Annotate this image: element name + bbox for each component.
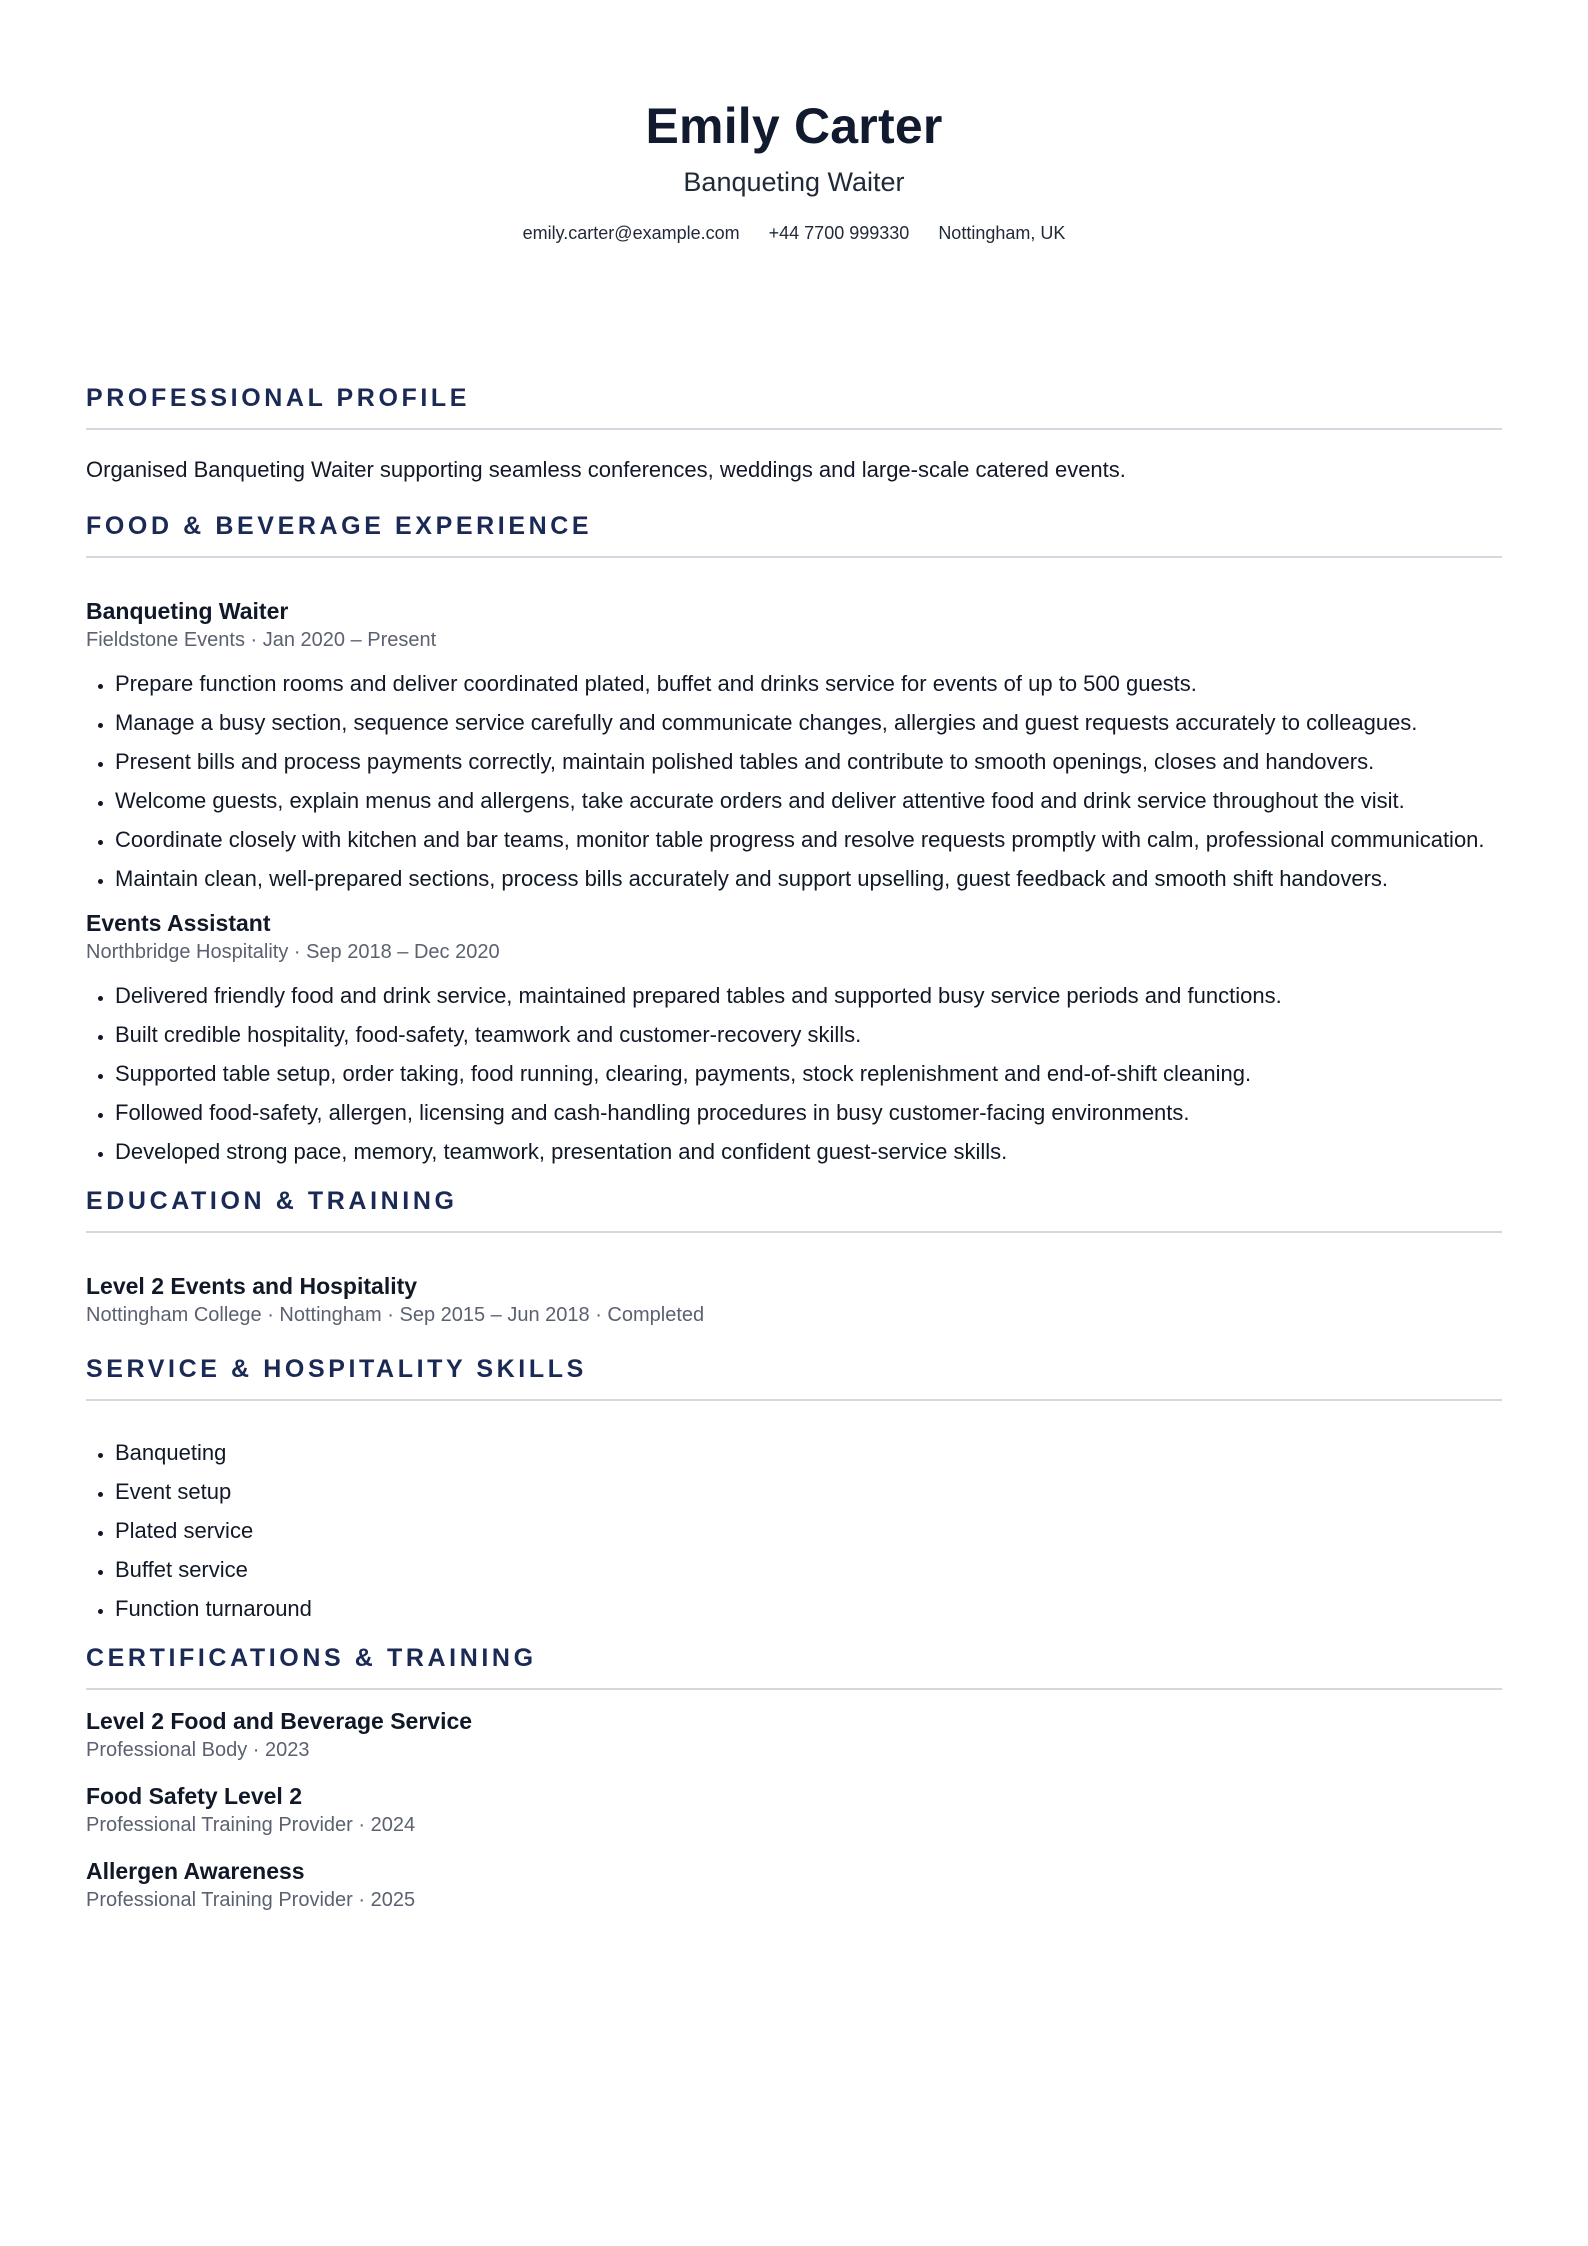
job-bullet: • Followed food-safety, allergen, licensing and cash-handling procedures in busy customer-facing environments. [115, 1097, 1502, 1128]
job-bullet: • Maintain clean, well-prepared sections, process bills accurately and support upselling, guest feedback and smooth shift handovers. [115, 863, 1502, 894]
job-entry [86, 596, 1502, 894]
skill-item: • Banqueting [115, 1437, 1502, 1468]
profile-section [86, 382, 1502, 486]
education-entry [86, 1271, 1502, 1329]
education-title: Level 2 Events and Hospitality [86, 1273, 418, 1299]
certifications-heading: CERTIFICATIONS & TRAINING [86, 1642, 1502, 1690]
contact-email[interactable]: emily.carter@example.com [522, 223, 740, 243]
job-bullet: • Built credible hospitality, food-safety, teamwork and customer-recovery skills. [115, 1019, 1502, 1050]
certifications-section [86, 1642, 1502, 1914]
certification-entry [86, 1856, 1502, 1914]
skill-item: • Plated service [115, 1515, 1502, 1546]
job-title: Banqueting Waiter [86, 598, 289, 624]
certification-meta: Professional Body · 2023 [86, 1739, 310, 1761]
education-meta: Nottingham College · Nottingham · Sep 2015 – Jun 2018 · Completed [86, 1304, 705, 1326]
certification-meta: Professional Training Provider · 2024 [86, 1814, 416, 1836]
contact-location: Nottingham, UK [938, 223, 1066, 243]
job-meta: Fieldstone Events · Jan 2020 – Present [86, 629, 437, 651]
experience-heading: FOOD & BEVERAGE EXPERIENCE [86, 510, 1502, 558]
certification-title: Food Safety Level 2 [86, 1783, 303, 1809]
skill-item: • Buffet service [115, 1554, 1502, 1585]
job-bullet: • Welcome guests, explain menus and allergens, take accurate orders and deliver attentive food and drink service throughout the visit. [115, 785, 1502, 816]
skills-heading: SERVICE & HOSPITALITY SKILLS [86, 1353, 1502, 1401]
certification-title: Allergen Awareness [86, 1858, 305, 1884]
job-bullet: • Developed strong pace, memory, teamwork, presentation and confident guest-service skills. [115, 1136, 1502, 1167]
job-entry [86, 908, 1502, 1167]
certification-title: Level 2 Food and Beverage Service [86, 1708, 473, 1734]
candidate-name: Emily Carter [645, 98, 943, 154]
skills-section [86, 1353, 1502, 1624]
job-bullet: • Prepare function rooms and deliver coordinated plated, buffet and drinks service for events of up to 500 guests. [115, 668, 1502, 699]
certification-entry [86, 1706, 1502, 1764]
resume-header [86, 0, 1502, 246]
skill-item: • Event setup [115, 1476, 1502, 1507]
job-bullet: • Manage a busy section, sequence service carefully and communicate changes, allergies and guest requests accurately to colleagues. [115, 707, 1502, 738]
profile-heading: PROFESSIONAL PROFILE [86, 382, 1502, 430]
education-section [86, 1185, 1502, 1329]
job-bullet: • Delivered friendly food and drink service, maintained prepared tables and supported busy service periods and functions. [115, 980, 1502, 1011]
contact-line [86, 220, 1502, 246]
candidate-title: Banqueting Waiter [683, 167, 905, 197]
profile-text: Organised Banqueting Waiter supporting seamless conferences, weddings and large-scale catered events. [86, 457, 1126, 482]
job-meta: Northbridge Hospitality · Sep 2018 – Dec 2020 [86, 941, 500, 963]
job-bullets [86, 668, 1502, 894]
job-bullet: • Coordinate closely with kitchen and bar teams, monitor table progress and resolve requests promptly with calm, professional communication. [115, 824, 1502, 855]
experience-section [86, 510, 1502, 1167]
skills-list [86, 1437, 1502, 1624]
job-bullet: • Supported table setup, order taking, food running, clearing, payments, stock replenishment and end-of-shift cleaning. [115, 1058, 1502, 1089]
certification-meta: Professional Training Provider · 2025 [86, 1889, 416, 1911]
contact-phone[interactable]: +44 7700 999330 [768, 223, 910, 243]
certification-entry [86, 1781, 1502, 1839]
job-bullet: • Present bills and process payments correctly, maintain polished tables and contribute to smooth openings, closes and handovers. [115, 746, 1502, 777]
job-bullets [86, 980, 1502, 1167]
skill-item: • Function turnaround [115, 1593, 1502, 1624]
job-title: Events Assistant [86, 910, 271, 936]
education-heading: EDUCATION & TRAINING [86, 1185, 1502, 1233]
